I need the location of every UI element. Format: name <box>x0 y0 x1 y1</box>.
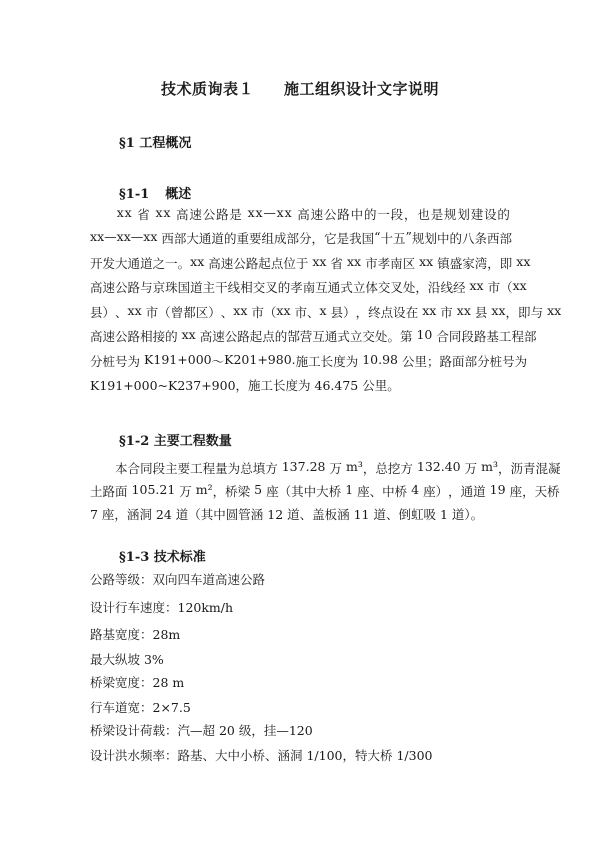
paragraph-line: x x — x x — x x 西 部 大 通 道 的 重 要 组 成 部 分 ， 它 是 我 国 “ 十 五 ” 规 划 中 的 八 条 西 部 <box>90 229 513 246</box>
section-1-1-title: 概述 <box>165 187 192 202</box>
paragraph-line: 高 速 公 路 与 京 珠 国 道 主 干 线 相 交 叉 的 孝 南 互 通 式 立 体 交 叉 处 ， 沿 线 经 x x 市 （ x x <box>90 278 527 295</box>
paragraph-line: 土 路 面 1 0 5 . 2 1 万 m ² ， 桥 梁 5 座 （ 其 中 大 桥 1 座 、 中 桥 4 座 ） ， 通 道 1 9 座 ， 天 桥 <box>90 482 560 499</box>
title-part-1: 技术质询表１ <box>160 80 254 98</box>
spec-item: 公路等级：双向四车道高速公路 <box>90 572 266 587</box>
paragraph-line: 本 合 同 段 主 要 工 程 量 为 总 填 方 1 3 7 . 2 8 万 m ³ ， 总 挖 方 1 3 2 . 4 0 万 m ³ ， 沥 青 混 凝 <box>115 459 561 476</box>
section-1-2-heading: §1-2 主要工程数量 <box>119 434 232 449</box>
spec-item: 行车道宽：2×7.5 <box>90 700 191 715</box>
title-part-2: 施工组织设计文字说明 <box>284 80 440 98</box>
paragraph-line: 高 速 公 路 相 接 的 x x 高 速 公 路 起 点 的 郜 营 互 通 式 立 交 处 。 第 1 0 合 同 段 路 基 工 程 部 <box>90 327 537 344</box>
paragraph-line: 7 座，涵洞 24 道（其中圆管涵 12 道、盖板涵 11 道、倒虹吸 1 道）。 <box>90 507 484 522</box>
paragraph-line: 开 发 大 通 道 之 一 。 x x 高 速 公 路 起 点 位 于 x x 省 x x 市 孝 南 区 x x 镇 盛 家 湾 ， 即 x x <box>90 254 531 271</box>
document-title <box>0 78 600 99</box>
spec-item: 设计行车速度：120km/h <box>90 600 234 615</box>
spec-item: 桥梁设计荷载：汽—超 20 级，挂—120 <box>90 723 313 738</box>
section-1-3-heading: §1-3 技术标准 <box>119 550 206 565</box>
paragraph-line: 县 ） 、 x x 市 （ 曾 都 区 ） 、 x x 市 （ x x 市 、 x 县 ） ， 终 点 设 在 x x 市 x x 县 x x ， 即 与 x x <box>90 303 562 320</box>
spec-item: 最大纵坡 3% <box>90 652 164 667</box>
paragraph-line: 分 桩 号 为 K 1 9 1 + 0 0 0 ～ K 2 0 1 + 9 8 0 . 施 工 长 度 为 1 0 . 9 8 公 里 ； 路 面 部 分 桩 号 为 <box>90 352 528 369</box>
section-1-1-number: §1-1 <box>119 187 150 202</box>
section-1-heading: §1 工程概况 <box>119 136 192 151</box>
spec-item: 桥梁宽度：28 m <box>90 675 185 690</box>
paragraph-line: K191+000~K237+900，施工长度为 46.475 公里。 <box>90 378 400 393</box>
spec-item: 设计洪水频率：路基、大中小桥、涵洞 1/100，特大桥 1/300 <box>90 748 433 763</box>
paragraph-line: x x 省 x x 高 速 公 路 是 x x — x x 高 速 公 路 中 的 一 段 ， 也 是 规 划 建 设 的 <box>116 205 510 222</box>
spec-item: 路基宽度：28m <box>90 627 181 642</box>
section-1-1-heading <box>119 183 191 202</box>
